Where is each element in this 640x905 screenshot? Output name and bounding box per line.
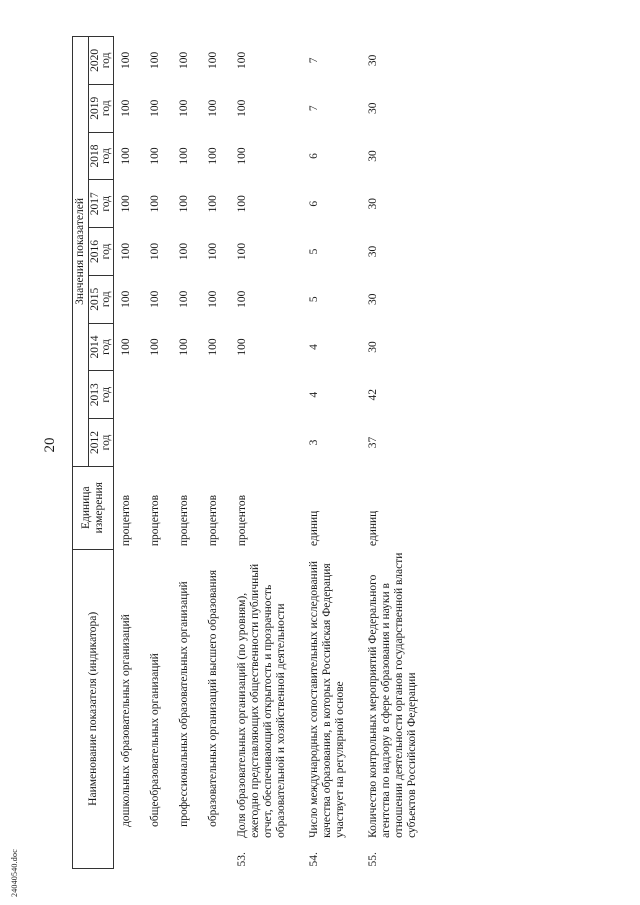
table-row <box>114 37 144 869</box>
indicator-name: Доля образовательных организаций (по уровням), ежегодно представляющих общественности публичный отчет, обеспечивающий открытость и прозрачность образовательной и хозяйственной деятельности <box>236 563 287 838</box>
value-cell-2017: 100 <box>236 195 248 213</box>
table-row <box>361 37 433 869</box>
table-row <box>230 37 302 869</box>
header-year-number: 2014 <box>89 335 101 359</box>
value-cell-2017: 100 <box>149 195 161 213</box>
unit-cell: единиц <box>308 510 320 547</box>
value-cell-2012 <box>172 419 201 467</box>
value-cell-2018: 30 <box>367 150 379 162</box>
header-year-2016 <box>89 228 114 276</box>
header-year-word: год <box>100 148 112 164</box>
value-cell-2014: 100 <box>120 338 132 356</box>
value-cell-2014: 100 <box>149 338 161 356</box>
header-year-2019 <box>89 84 114 132</box>
value-cell-2016: 5 <box>308 248 320 255</box>
value-cell-2017: 6 <box>308 200 320 207</box>
header-year-number: 2012 <box>89 430 101 454</box>
value-cell-2015: 100 <box>149 290 161 308</box>
value-cell-2013 <box>143 371 172 419</box>
header-year-word: год <box>100 195 112 212</box>
header-year-2012 <box>89 419 114 467</box>
value-cell-2015: 5 <box>308 296 320 303</box>
header-unit-line1: Единица <box>80 486 92 530</box>
indicator-name: профессиональных образовательных организаций <box>178 581 190 827</box>
unit-cell: процентов <box>120 494 132 547</box>
value-cell-2018: 100 <box>207 147 219 165</box>
value-cell-2020: 100 <box>120 51 132 70</box>
row-number: 54. <box>308 852 320 867</box>
value-cell-2020: 100 <box>149 51 161 70</box>
value-cell-2014: 4 <box>308 344 320 350</box>
header-year-2020 <box>89 37 114 85</box>
table-row <box>143 37 172 869</box>
header-year-word: год <box>100 243 112 260</box>
value-cell-2013 <box>230 371 302 419</box>
value-cell-2012: 3 <box>308 439 320 446</box>
value-cell-2016: 100 <box>120 242 132 261</box>
value-cell-2018: 100 <box>120 147 132 165</box>
row-number <box>201 841 230 869</box>
value-cell-2018: 100 <box>236 147 248 165</box>
value-cell-2015: 100 <box>207 290 219 308</box>
header-year-word: год <box>100 386 112 403</box>
value-cell-2013: 42 <box>367 388 379 401</box>
header-year-2018 <box>89 132 114 180</box>
header-year-number: 2017 <box>89 192 101 216</box>
header-year-number: 2016 <box>89 239 101 263</box>
unit-cell: процентов <box>236 494 248 547</box>
value-cell-2018: 100 <box>149 147 161 165</box>
value-cell-2014: 100 <box>178 338 190 356</box>
indicator-name: дошкольных образовательных организаций <box>120 614 132 827</box>
value-cell-2013 <box>114 371 144 419</box>
unit-cell: процентов <box>178 494 190 547</box>
value-cell-2015: 100 <box>178 290 190 308</box>
value-cell-2015: 100 <box>236 290 248 308</box>
value-cell-2012 <box>230 419 302 467</box>
header-year-number: 2013 <box>89 383 101 407</box>
value-cell-2018: 6 <box>308 153 320 159</box>
header-year-2013 <box>89 371 114 419</box>
value-cell-2016: 30 <box>367 245 379 258</box>
header-year-number: 2018 <box>89 144 101 168</box>
table-row <box>201 37 230 869</box>
value-cell-2020: 100 <box>236 51 248 70</box>
unit-cell: единиц <box>367 510 379 547</box>
header-unit <box>73 466 114 549</box>
header-year-word: год <box>100 434 112 451</box>
indicator-name: Количество контрольных мероприятий Федерального агентства по надзору в сфере образования и науки в отношении деятельности органов государственной власти субъектов Российской Федерации <box>367 552 418 838</box>
row-number <box>172 841 201 869</box>
row-number: 53. <box>236 852 248 867</box>
value-cell-2020: 30 <box>367 54 379 67</box>
value-cell-2013 <box>172 371 201 419</box>
value-cell-2019: 7 <box>308 105 320 112</box>
indicator-name: образовательных организаций высшего образования <box>207 569 219 827</box>
unit-cell: процентов <box>207 494 219 547</box>
page-number: 20 <box>42 437 58 453</box>
value-cell-2015: 30 <box>367 293 379 305</box>
value-cell-2017: 100 <box>120 195 132 213</box>
value-cell-2012 <box>143 419 172 467</box>
value-cell-2012 <box>201 419 230 467</box>
value-cell-2020: 100 <box>178 51 190 70</box>
value-cell-2019: 100 <box>120 99 132 117</box>
header-year-word: год <box>100 339 112 355</box>
value-cell-2013: 4 <box>308 391 320 398</box>
value-cell-2015: 100 <box>120 290 132 308</box>
header-year-2017 <box>89 180 114 228</box>
table-row <box>302 37 361 869</box>
value-cell-2016: 100 <box>178 242 190 261</box>
value-cell-2012: 37 <box>367 436 379 449</box>
value-cell-2016: 100 <box>207 242 219 261</box>
value-cell-2017: 100 <box>207 195 219 213</box>
header-year-word: год <box>100 100 112 117</box>
table-body <box>114 37 434 869</box>
header-year-2014 <box>89 323 114 371</box>
value-cell-2020: 100 <box>207 51 219 70</box>
value-cell-2019: 30 <box>367 102 379 114</box>
header-indicator-name: Наименование показателя (индикатора) <box>73 549 114 868</box>
value-cell-2017: 30 <box>367 197 379 210</box>
file-footer: 24040540.doc <box>10 849 19 897</box>
value-cell-2016: 100 <box>149 242 161 261</box>
header-values-group: Значения показателей <box>73 37 89 467</box>
value-cell-2016: 100 <box>236 242 248 261</box>
header-year-2015 <box>89 275 114 323</box>
header-year-number: 2020 <box>89 48 101 72</box>
row-number <box>114 841 144 869</box>
value-cell-2019: 100 <box>149 99 161 117</box>
row-number: 55. <box>367 852 379 867</box>
value-cell-2014: 30 <box>367 341 379 353</box>
table-header <box>73 37 114 869</box>
value-cell-2020: 7 <box>308 57 320 64</box>
value-cell-2018: 100 <box>178 147 190 165</box>
value-cell-2017: 100 <box>178 195 190 213</box>
header-year-word: год <box>100 291 112 308</box>
header-year-word: год <box>100 52 112 69</box>
value-cell-2019: 100 <box>236 99 248 117</box>
header-year-number: 2015 <box>89 287 101 311</box>
indicators-table <box>72 36 433 869</box>
value-cell-2019: 100 <box>207 99 219 117</box>
indicator-name: общеобразовательных организаций <box>149 653 161 827</box>
value-cell-2014: 100 <box>236 338 248 356</box>
value-cell-2019: 100 <box>178 99 190 117</box>
indicator-name: Число международных сопоставительных исследований качества образования, в которых Российская Федерация участвует на регулярной основе <box>308 560 346 838</box>
value-cell-2012 <box>114 419 144 467</box>
row-number <box>143 841 172 869</box>
header-year-number: 2019 <box>89 96 101 120</box>
header-unit-line2: измерения <box>93 482 105 534</box>
unit-cell: процентов <box>149 494 161 547</box>
value-cell-2014: 100 <box>207 338 219 356</box>
value-cell-2013 <box>201 371 230 419</box>
table-row <box>172 37 201 869</box>
